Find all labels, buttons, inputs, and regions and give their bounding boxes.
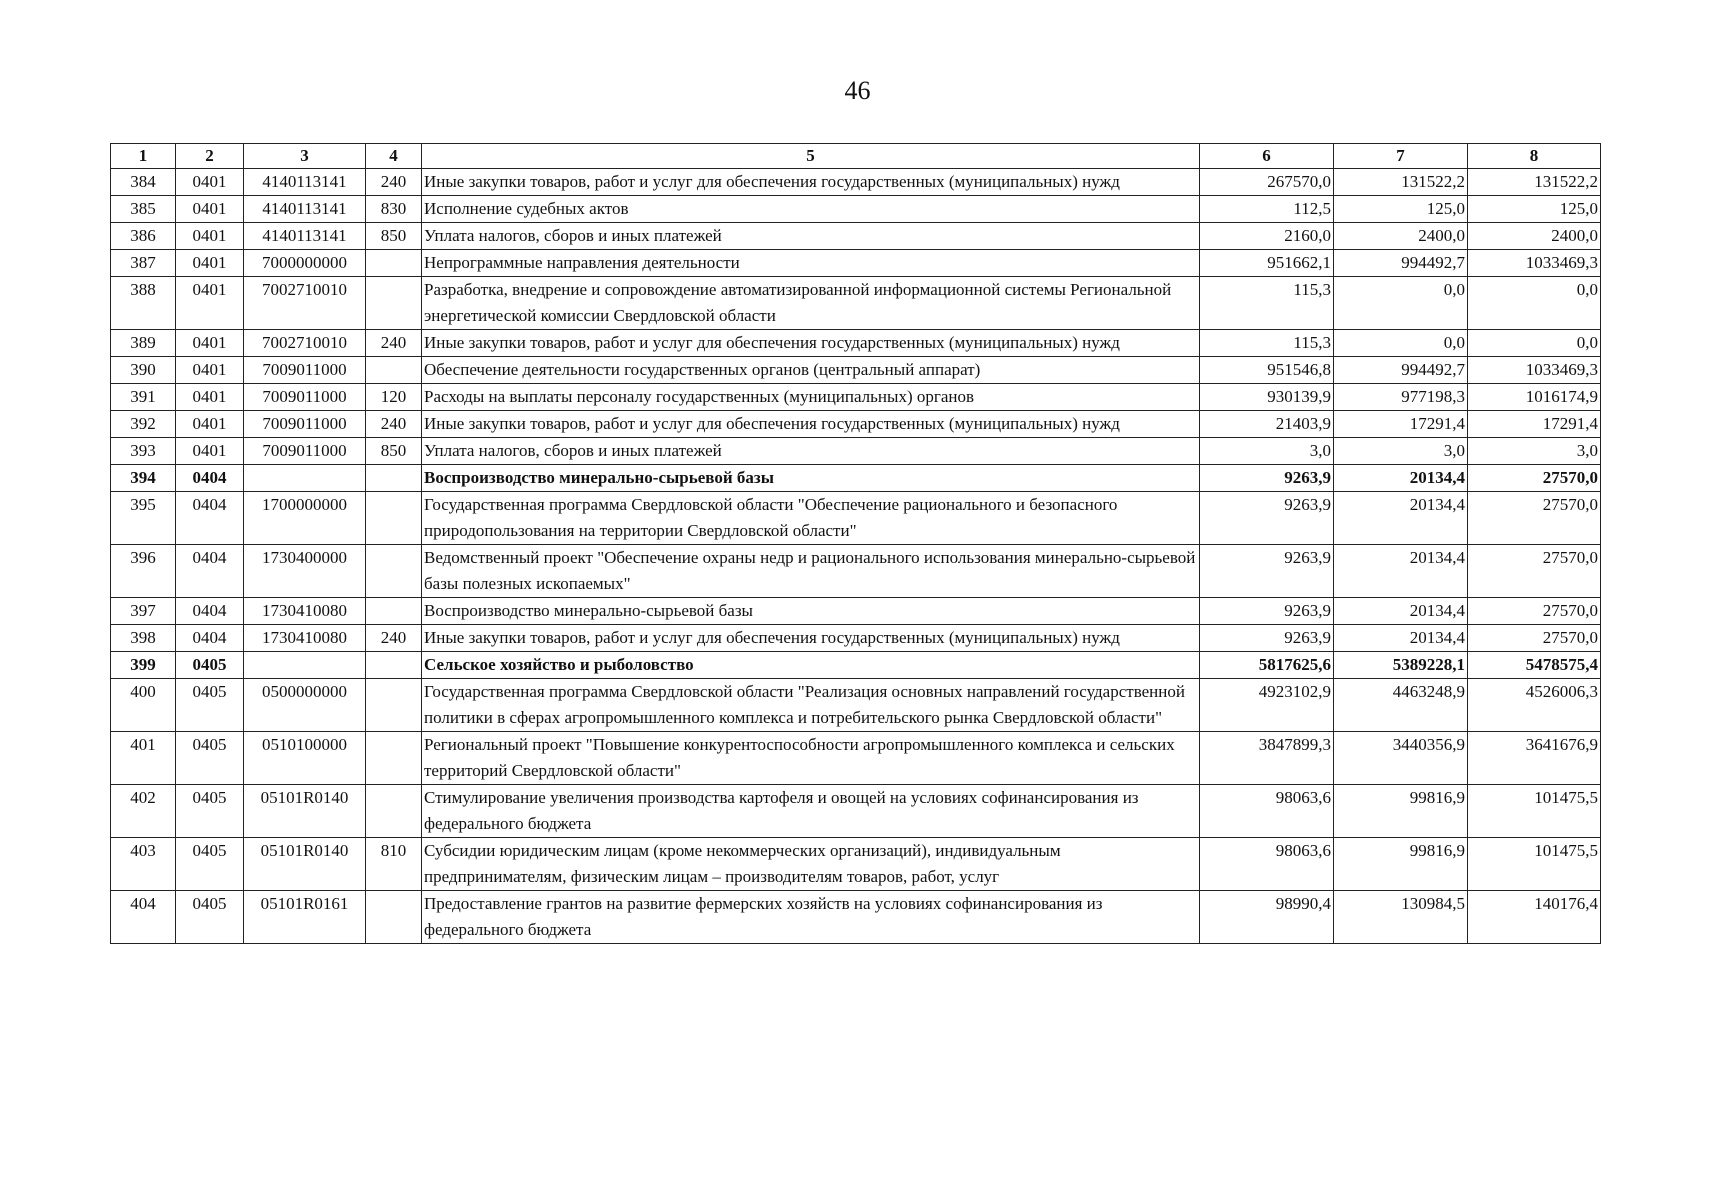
row-number: 403 (111, 838, 176, 891)
target-article-code: 1730400000 (244, 545, 366, 598)
amount-col-8: 140176,4 (1468, 891, 1601, 944)
expense-type-code: 240 (366, 169, 422, 196)
row-number: 387 (111, 250, 176, 277)
amount-col-8: 1033469,3 (1468, 357, 1601, 384)
section-code: 0401 (176, 384, 244, 411)
amount-col-6: 115,3 (1200, 277, 1334, 330)
amount-col-8: 27570,0 (1468, 492, 1601, 545)
amount-col-8: 3,0 (1468, 438, 1601, 465)
target-article-code: 1700000000 (244, 492, 366, 545)
row-number: 388 (111, 277, 176, 330)
amount-col-7: 20134,4 (1334, 598, 1468, 625)
amount-col-7: 3440356,9 (1334, 732, 1468, 785)
table-row (111, 625, 1601, 652)
section-code: 0404 (176, 545, 244, 598)
section-code: 0405 (176, 891, 244, 944)
section-code: 0401 (176, 277, 244, 330)
item-name: Иные закупки товаров, работ и услуг для обеспечения государственных (муниципальных) нужд (422, 411, 1200, 438)
row-number: 396 (111, 545, 176, 598)
section-code: 0401 (176, 411, 244, 438)
amount-col-8: 0,0 (1468, 277, 1601, 330)
expense-type-code (366, 891, 422, 944)
amount-col-6: 98063,6 (1200, 785, 1334, 838)
column-header: 8 (1468, 144, 1601, 169)
amount-col-7: 99816,9 (1334, 785, 1468, 838)
amount-col-6: 9263,9 (1200, 545, 1334, 598)
row-number: 393 (111, 438, 176, 465)
amount-col-8: 4526006,3 (1468, 679, 1601, 732)
target-article-code: 05101R0161 (244, 891, 366, 944)
amount-col-7: 20134,4 (1334, 545, 1468, 598)
expense-type-code (366, 732, 422, 785)
target-article-code: 0500000000 (244, 679, 366, 732)
amount-col-6: 115,3 (1200, 330, 1334, 357)
amount-col-8: 3641676,9 (1468, 732, 1601, 785)
table-row (111, 785, 1601, 838)
amount-col-8: 0,0 (1468, 330, 1601, 357)
expense-type-code: 240 (366, 625, 422, 652)
section-code: 0401 (176, 438, 244, 465)
row-number: 390 (111, 357, 176, 384)
table-body (111, 169, 1601, 944)
row-number: 384 (111, 169, 176, 196)
amount-col-8: 27570,0 (1468, 545, 1601, 598)
target-article-code: 7009011000 (244, 411, 366, 438)
row-number: 401 (111, 732, 176, 785)
column-header: 4 (366, 144, 422, 169)
column-header: 6 (1200, 144, 1334, 169)
amount-col-7: 4463248,9 (1334, 679, 1468, 732)
amount-col-8: 101475,5 (1468, 785, 1601, 838)
item-name: Государственная программа Свердловской области "Обеспечение рационального и безопасного природопользования на территории Свердловской области" (422, 492, 1200, 545)
table-row (111, 357, 1601, 384)
amount-col-8: 1033469,3 (1468, 250, 1601, 277)
table-row (111, 196, 1601, 223)
column-header: 5 (422, 144, 1200, 169)
amount-col-6: 9263,9 (1200, 598, 1334, 625)
amount-col-7: 977198,3 (1334, 384, 1468, 411)
target-article-code: 7002710010 (244, 330, 366, 357)
amount-col-6: 951546,8 (1200, 357, 1334, 384)
expense-type-code (366, 545, 422, 598)
section-code: 0401 (176, 250, 244, 277)
item-name: Разработка, внедрение и сопровождение автоматизированной информационной системы Региональной энергетической комиссии Свердловской области (422, 277, 1200, 330)
table-row (111, 384, 1601, 411)
target-article-code: 1730410080 (244, 598, 366, 625)
target-article-code (244, 465, 366, 492)
amount-col-6: 3,0 (1200, 438, 1334, 465)
section-code: 0405 (176, 785, 244, 838)
expense-type-code (366, 785, 422, 838)
table-row (111, 545, 1601, 598)
column-header: 3 (244, 144, 366, 169)
amount-col-6: 2160,0 (1200, 223, 1334, 250)
table-row (111, 250, 1601, 277)
page-number: 46 (844, 76, 871, 105)
table-row (111, 330, 1601, 357)
column-header: 7 (1334, 144, 1468, 169)
item-name: Воспроизводство минерально-сырьевой базы (422, 465, 1200, 492)
amount-col-6: 951662,1 (1200, 250, 1334, 277)
row-number: 392 (111, 411, 176, 438)
amount-col-7: 994492,7 (1334, 357, 1468, 384)
amount-col-7: 17291,4 (1334, 411, 1468, 438)
item-name: Исполнение судебных актов (422, 196, 1200, 223)
row-number: 397 (111, 598, 176, 625)
target-article-code: 7000000000 (244, 250, 366, 277)
item-name: Уплата налогов, сборов и иных платежей (422, 223, 1200, 250)
item-name: Сельское хозяйство и рыболовство (422, 652, 1200, 679)
amount-col-8: 125,0 (1468, 196, 1601, 223)
amount-col-6: 98990,4 (1200, 891, 1334, 944)
amount-col-6: 98063,6 (1200, 838, 1334, 891)
amount-col-7: 3,0 (1334, 438, 1468, 465)
expense-type-code: 850 (366, 223, 422, 250)
item-name: Субсидии юридическим лицам (кроме некоммерческих организаций), индивидуальным предпринимателям, физическим лицам – производителям товаров, работ, услуг (422, 838, 1200, 891)
target-article-code: 4140113141 (244, 196, 366, 223)
amount-col-7: 99816,9 (1334, 838, 1468, 891)
amount-col-8: 27570,0 (1468, 598, 1601, 625)
target-article-code: 1730410080 (244, 625, 366, 652)
amount-col-8: 101475,5 (1468, 838, 1601, 891)
amount-col-8: 1016174,9 (1468, 384, 1601, 411)
target-article-code: 7009011000 (244, 438, 366, 465)
amount-col-8: 17291,4 (1468, 411, 1601, 438)
item-name: Расходы на выплаты персоналу государственных (муниципальных) органов (422, 384, 1200, 411)
column-header: 1 (111, 144, 176, 169)
item-name: Региональный проект "Повышение конкурентоспособности агропромышленного комплекса и сельских территорий Свердловской области" (422, 732, 1200, 785)
expense-type-code (366, 277, 422, 330)
target-article-code: 05101R0140 (244, 785, 366, 838)
amount-col-7: 130984,5 (1334, 891, 1468, 944)
expense-type-code (366, 492, 422, 545)
expense-type-code: 810 (366, 838, 422, 891)
row-number: 385 (111, 196, 176, 223)
section-code: 0404 (176, 625, 244, 652)
amount-col-7: 5389228,1 (1334, 652, 1468, 679)
table-row (111, 169, 1601, 196)
amount-col-6: 9263,9 (1200, 492, 1334, 545)
expense-type-code (366, 652, 422, 679)
table-row (111, 465, 1601, 492)
amount-col-6: 21403,9 (1200, 411, 1334, 438)
table-row (111, 598, 1601, 625)
amount-col-7: 0,0 (1334, 277, 1468, 330)
item-name: Иные закупки товаров, работ и услуг для обеспечения государственных (муниципальных) нужд (422, 625, 1200, 652)
amount-col-6: 4923102,9 (1200, 679, 1334, 732)
row-number: 394 (111, 465, 176, 492)
expense-type-code (366, 598, 422, 625)
row-number: 391 (111, 384, 176, 411)
row-number: 402 (111, 785, 176, 838)
section-code: 0405 (176, 652, 244, 679)
table-row (111, 891, 1601, 944)
amount-col-8: 2400,0 (1468, 223, 1601, 250)
table-row (111, 838, 1601, 891)
expense-type-code (366, 250, 422, 277)
amount-col-6: 267570,0 (1200, 169, 1334, 196)
table-row (111, 438, 1601, 465)
row-number: 400 (111, 679, 176, 732)
amount-col-6: 9263,9 (1200, 465, 1334, 492)
row-number: 398 (111, 625, 176, 652)
item-name: Предоставление грантов на развитие фермерских хозяйств на условиях софинансирования из федерального бюджета (422, 891, 1200, 944)
expense-type-code: 120 (366, 384, 422, 411)
section-code: 0405 (176, 732, 244, 785)
amount-col-7: 131522,2 (1334, 169, 1468, 196)
table-row (111, 277, 1601, 330)
amount-col-7: 20134,4 (1334, 465, 1468, 492)
expense-type-code: 240 (366, 330, 422, 357)
item-name: Государственная программа Свердловской области "Реализация основных направлений государственной политики в сферах агропромышленного комплекса и потребительского рынка Свердловской области" (422, 679, 1200, 732)
item-name: Ведомственный проект "Обеспечение охраны недр и рационального использования минерально-сырьевой базы полезных ископаемых" (422, 545, 1200, 598)
section-code: 0404 (176, 465, 244, 492)
table-row (111, 732, 1601, 785)
expense-type-code: 830 (366, 196, 422, 223)
table-row (111, 652, 1601, 679)
amount-col-6: 3847899,3 (1200, 732, 1334, 785)
amount-col-7: 20134,4 (1334, 492, 1468, 545)
table-row (111, 679, 1601, 732)
item-name: Уплата налогов, сборов и иных платежей (422, 438, 1200, 465)
row-number: 389 (111, 330, 176, 357)
row-number: 395 (111, 492, 176, 545)
item-name: Иные закупки товаров, работ и услуг для обеспечения государственных (муниципальных) нужд (422, 330, 1200, 357)
section-code: 0401 (176, 169, 244, 196)
table-row (111, 223, 1601, 250)
section-code: 0404 (176, 598, 244, 625)
item-name: Обеспечение деятельности государственных органов (центральный аппарат) (422, 357, 1200, 384)
target-article-code: 4140113141 (244, 223, 366, 250)
amount-col-6: 5817625,6 (1200, 652, 1334, 679)
amount-col-8: 5478575,4 (1468, 652, 1601, 679)
target-article-code: 7009011000 (244, 357, 366, 384)
amount-col-7: 2400,0 (1334, 223, 1468, 250)
section-code: 0401 (176, 357, 244, 384)
item-name: Воспроизводство минерально-сырьевой базы (422, 598, 1200, 625)
amount-col-8: 27570,0 (1468, 625, 1601, 652)
target-article-code: 4140113141 (244, 169, 366, 196)
target-article-code: 0510100000 (244, 732, 366, 785)
target-article-code (244, 652, 366, 679)
target-article-code: 05101R0140 (244, 838, 366, 891)
expense-type-code (366, 465, 422, 492)
expense-type-code: 850 (366, 438, 422, 465)
section-code: 0401 (176, 223, 244, 250)
expense-type-code: 240 (366, 411, 422, 438)
section-code: 0405 (176, 838, 244, 891)
row-number: 404 (111, 891, 176, 944)
row-number: 399 (111, 652, 176, 679)
section-code: 0405 (176, 679, 244, 732)
section-code: 0401 (176, 330, 244, 357)
amount-col-7: 125,0 (1334, 196, 1468, 223)
item-name: Иные закупки товаров, работ и услуг для обеспечения государственных (муниципальных) нужд (422, 169, 1200, 196)
amount-col-6: 930139,9 (1200, 384, 1334, 411)
amount-col-6: 112,5 (1200, 196, 1334, 223)
section-code: 0401 (176, 196, 244, 223)
section-code: 0404 (176, 492, 244, 545)
amount-col-7: 20134,4 (1334, 625, 1468, 652)
column-header: 2 (176, 144, 244, 169)
amount-col-8: 27570,0 (1468, 465, 1601, 492)
table-row (111, 411, 1601, 438)
target-article-code: 7002710010 (244, 277, 366, 330)
amount-col-6: 9263,9 (1200, 625, 1334, 652)
expense-type-code (366, 679, 422, 732)
target-article-code: 7009011000 (244, 384, 366, 411)
item-name: Непрограммные направления деятельности (422, 250, 1200, 277)
amount-col-7: 0,0 (1334, 330, 1468, 357)
row-number: 386 (111, 223, 176, 250)
item-name: Стимулирование увеличения производства картофеля и овощей на условиях софинансирования из федерального бюджета (422, 785, 1200, 838)
table-row (111, 492, 1601, 545)
amount-col-8: 131522,2 (1468, 169, 1601, 196)
amount-col-7: 994492,7 (1334, 250, 1468, 277)
expense-type-code (366, 357, 422, 384)
table-header (111, 144, 1601, 169)
budget-table (110, 143, 1601, 944)
